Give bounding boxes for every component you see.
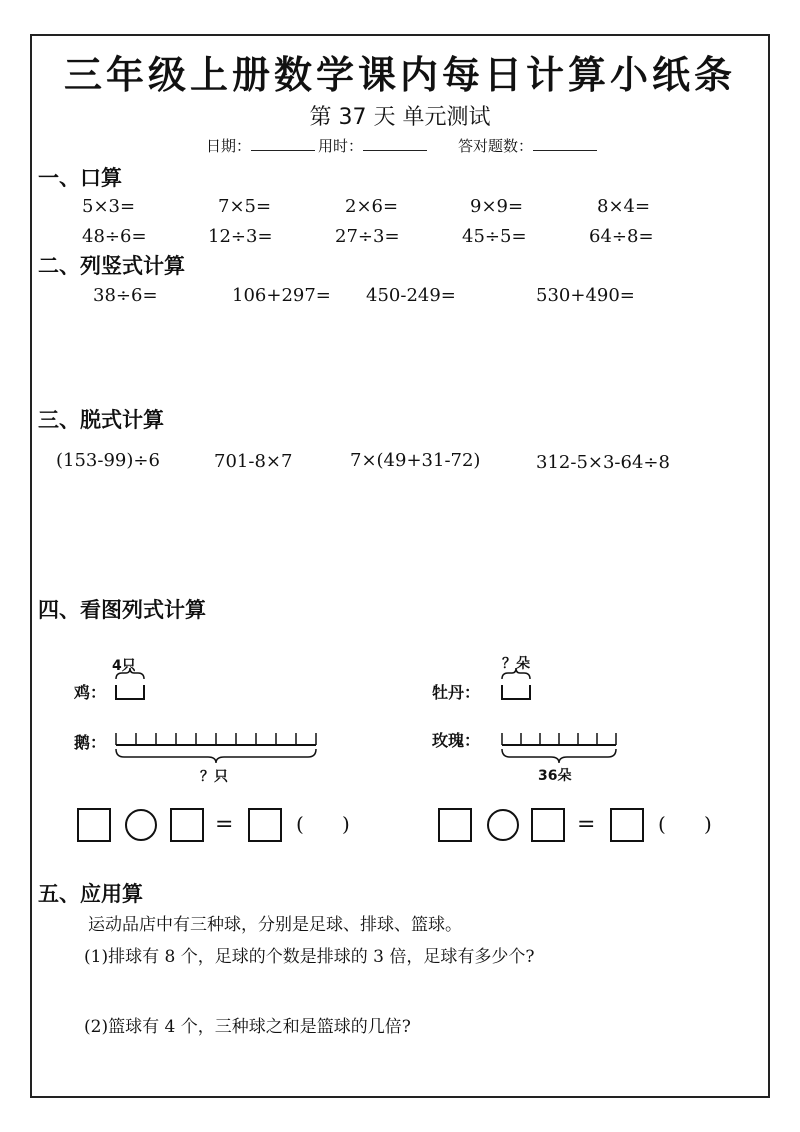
date-blank[interactable] <box>251 136 315 151</box>
section-3-heading: 三、脱式计算 <box>38 408 164 432</box>
vertical-problem: 38÷6= <box>93 285 158 306</box>
time-blank[interactable] <box>363 136 427 151</box>
equals-sign: = <box>577 812 596 837</box>
date-field[interactable] <box>206 135 315 156</box>
page-title: 三年级上册数学课内每日计算小纸条 <box>63 53 736 97</box>
answer-box[interactable] <box>77 808 111 842</box>
answer-box[interactable] <box>531 808 565 842</box>
vertical-problem: 530+490= <box>536 285 635 306</box>
oral-problem: 48÷6= <box>82 226 147 247</box>
stepwise-problem: 312-5×3-64÷8 <box>536 452 670 473</box>
chicken-label: 鸡： <box>74 683 107 702</box>
section-2-heading: 二、列竖式计算 <box>38 254 185 278</box>
answer-box[interactable] <box>170 808 204 842</box>
chicken-count-label: 4只 <box>112 658 136 674</box>
peony-label: 牡丹： <box>432 683 481 702</box>
chicken-bar <box>116 685 144 699</box>
goose-label: 鹅： <box>74 733 107 752</box>
stepwise-problem: 701-8×7 <box>214 451 293 472</box>
word-problem-q1: (1)排球有 8 个，足球的个数是排球的 3 倍，足球有多少个? <box>84 947 535 967</box>
peony-bar <box>502 685 530 699</box>
vertical-problem: 450-249= <box>366 285 456 306</box>
oral-problem: 12÷3= <box>208 226 273 247</box>
goose-bottom-brace <box>116 749 316 763</box>
oral-problem: 2×6= <box>345 196 399 217</box>
chicken-goose-diagram <box>100 665 330 765</box>
oral-problem: 64÷8= <box>589 226 654 247</box>
equals-sign: = <box>215 812 234 837</box>
page-border <box>30 34 770 1098</box>
unit-parens[interactable]: ( ) <box>296 812 350 836</box>
correct-count-field[interactable] <box>458 135 597 156</box>
rose-count-label: 36朵 <box>538 768 572 784</box>
date-label: 日期： <box>206 137 252 155</box>
oral-problem: 9×9= <box>470 196 524 217</box>
vertical-problem: 106+297= <box>232 285 331 306</box>
oral-problem: 45÷5= <box>462 226 527 247</box>
time-label: 用时： <box>318 137 364 155</box>
rose-label: 玫瑰： <box>432 731 481 750</box>
oral-problem: 7×5= <box>218 196 272 217</box>
answer-box[interactable] <box>248 808 282 842</box>
oral-problem: 27÷3= <box>335 226 400 247</box>
oral-problem: 8×4= <box>597 196 651 217</box>
chicken-top-brace <box>116 668 144 679</box>
time-field[interactable] <box>318 135 427 156</box>
rose-bar <box>502 733 616 745</box>
peony-count-label: ？朵 <box>502 656 530 672</box>
goose-bar <box>116 733 316 745</box>
rose-bottom-brace <box>502 749 616 763</box>
peony-top-brace <box>502 668 530 679</box>
section-5-heading: 五、应用算 <box>38 882 143 906</box>
stepwise-problem: 7×(49+31-72) <box>350 450 481 471</box>
section-4-heading: 四、看图列式计算 <box>38 598 206 622</box>
answer-box[interactable] <box>438 808 472 842</box>
section-1-heading: 一、口算 <box>38 166 122 190</box>
correct-count-blank[interactable] <box>533 136 597 151</box>
word-problem-q2: (2)篮球有 4 个，三种球之和是篮球的几倍? <box>84 1017 411 1037</box>
correct-count-label: 答对题数： <box>458 137 534 155</box>
oral-problem: 5×3= <box>82 196 136 217</box>
page-subtitle: 第 37 天 单元测试 <box>309 105 491 130</box>
answer-box[interactable] <box>610 808 644 842</box>
operator-circle[interactable] <box>487 809 519 841</box>
goose-count-label: ？只 <box>200 769 228 785</box>
peony-rose-diagram <box>490 665 630 765</box>
unit-parens[interactable]: ( ) <box>658 812 712 836</box>
stepwise-problem: (153-99)÷6 <box>56 450 160 471</box>
operator-circle[interactable] <box>125 809 157 841</box>
word-problem-intro: 运动品店中有三种球，分别是足球、排球、篮球。 <box>88 915 462 935</box>
